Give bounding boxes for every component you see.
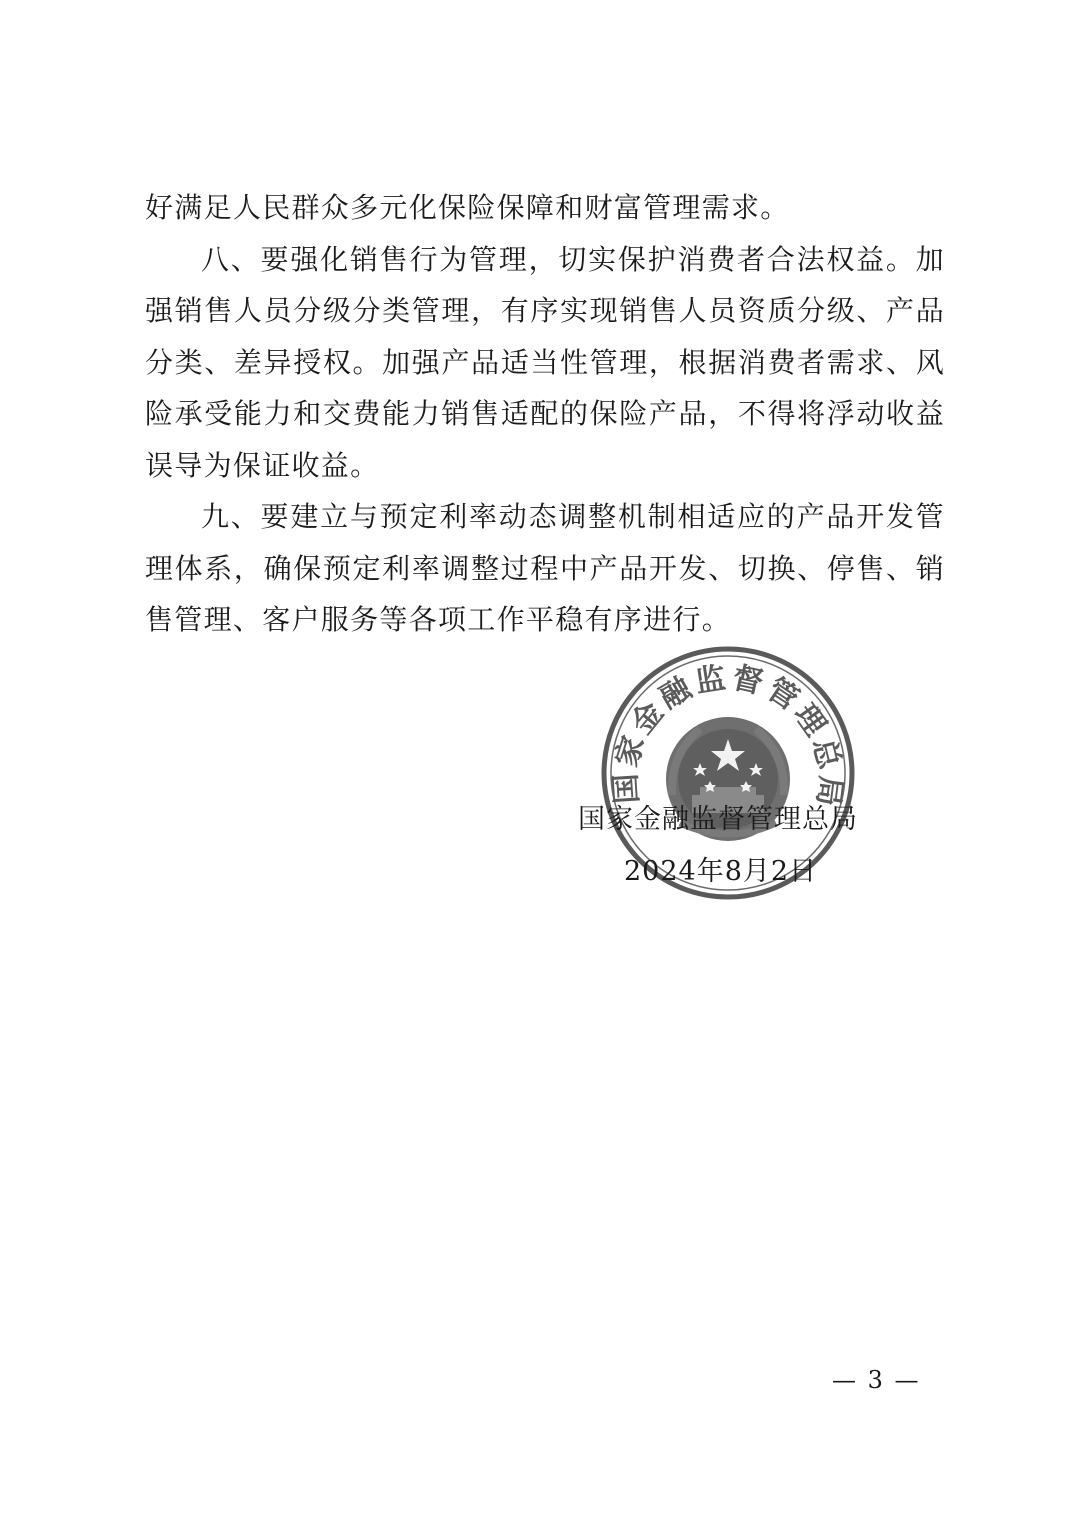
document-body: [145, 182, 945, 646]
signature-block: [578, 798, 878, 894]
svg-text:国家金融监督管理总局: 国家金融监督管理总局: [608, 660, 849, 813]
issue-date: 2024年8月2日: [624, 856, 818, 887]
paragraph-item-8: 八、要强化销售行为管理，切实保护消费者合法权益。加强销售人员分级分类管理，有序实现销售人员资质分级、产品分类、差异授权。加强产品适当性管理，根据消费者需求、风险承受能力和交费能力销售适配的保险产品，不得将浮动收益误导为保证收益。: [145, 242, 945, 482]
issuer-name: 国家金融监督管理总局: [578, 804, 858, 835]
paragraph-item-9: 九、要建立与预定利率动态调整机制相适应的产品开发管理体系，确保预定利率调整过程中产品开发、切换、停售、销售管理、客户服务等各项工作平稳有序进行。: [145, 500, 945, 636]
paragraph-continuation: 好满足人民群众多元化保险保障和财富管理需求。: [145, 191, 790, 224]
page-number: — 3 —: [832, 1366, 921, 1394]
